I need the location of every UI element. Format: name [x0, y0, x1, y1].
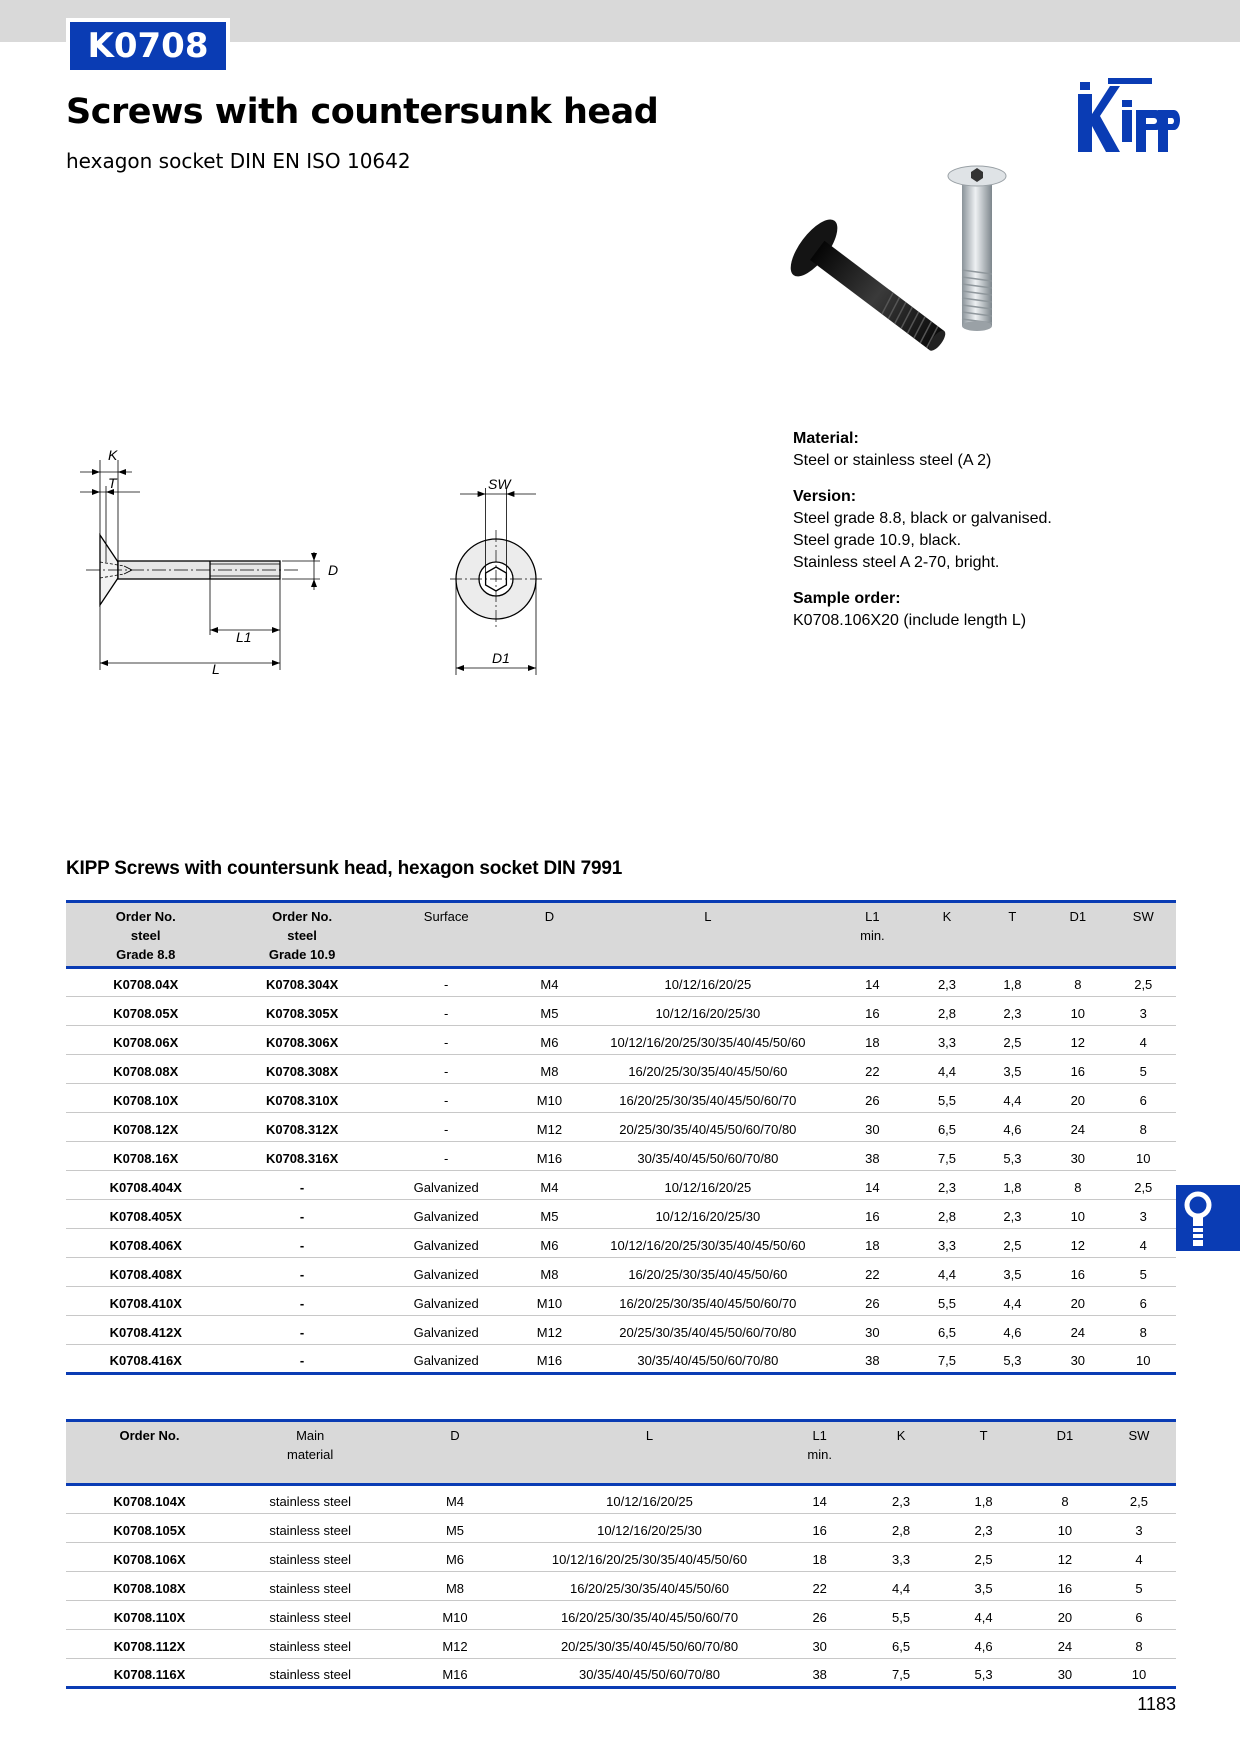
- table-cell: 38: [831, 1345, 915, 1374]
- col-d1: D1: [1045, 902, 1110, 968]
- table-cell: Galvanized: [379, 1229, 514, 1258]
- table-cell: -: [379, 997, 514, 1026]
- table-cell: 10/12/16/20/25/30: [523, 1514, 777, 1543]
- table-cell: 16/20/25/30/35/40/45/50/60: [585, 1055, 830, 1084]
- table-cell: 2,3: [939, 1514, 1028, 1543]
- col-d1: D1: [1028, 1421, 1102, 1485]
- steel-screws-table: [66, 900, 1176, 1375]
- specifications: [793, 428, 1193, 646]
- table-row: [66, 1200, 1176, 1229]
- table-cell: -: [225, 1287, 378, 1316]
- table-cell: -: [379, 1084, 514, 1113]
- table-cell: 5,5: [914, 1287, 979, 1316]
- table-cell: M4: [514, 1171, 586, 1200]
- col-k: K: [914, 902, 979, 968]
- dim-label-sw: SW: [488, 476, 511, 492]
- table-cell: 2,5: [980, 1229, 1045, 1258]
- table-row: [66, 1055, 1176, 1084]
- table-cell: 2,8: [863, 1514, 939, 1543]
- table-row: [66, 1514, 1176, 1543]
- table-cell: 6,5: [863, 1630, 939, 1659]
- table-cell: K0708.308X: [225, 1055, 378, 1084]
- version-line: Steel grade 8.8, black or galvanised.: [793, 510, 1052, 527]
- dim-label-d1: D1: [492, 650, 510, 666]
- table-cell: 2,8: [914, 1200, 979, 1229]
- table-cell: 6: [1111, 1287, 1176, 1316]
- table-cell: 2,5: [980, 1026, 1045, 1055]
- dim-label-l1: L1: [236, 629, 252, 645]
- table-cell: -: [379, 1026, 514, 1055]
- table-cell: 18: [776, 1543, 863, 1572]
- table-cell: 16: [1045, 1258, 1110, 1287]
- table-cell: K0708.12X: [66, 1113, 225, 1142]
- table-cell: 4,6: [939, 1630, 1028, 1659]
- screw-icon: [1176, 1185, 1240, 1251]
- table-cell: M5: [514, 997, 586, 1026]
- table-cell: 4,4: [939, 1601, 1028, 1630]
- table-cell: 6: [1102, 1601, 1176, 1630]
- table-cell: K0708.116X: [66, 1659, 233, 1688]
- table-cell: 30: [831, 1113, 915, 1142]
- col-sw: SW: [1111, 902, 1176, 968]
- table-cell: M12: [387, 1630, 522, 1659]
- table-cell: 4: [1102, 1543, 1176, 1572]
- table-row: [66, 1171, 1176, 1200]
- table-row: [66, 1113, 1176, 1142]
- table-cell: 2,3: [980, 997, 1045, 1026]
- col-order-grade109: Order No. steel Grade 10.9: [225, 902, 378, 968]
- table-cell: 6: [1111, 1084, 1176, 1113]
- table-cell: 1,8: [980, 968, 1045, 997]
- table-cell: stainless steel: [233, 1514, 387, 1543]
- product-code: K0708: [70, 22, 226, 70]
- dim-label-t: T: [108, 475, 117, 491]
- sample-order-heading: Sample order:: [793, 590, 901, 607]
- table-section-title: KIPP Screws with countersunk head, hexagon socket DIN 7991: [66, 858, 623, 879]
- table-cell: stainless steel: [233, 1572, 387, 1601]
- table-row: [66, 1572, 1176, 1601]
- table-row: [66, 1601, 1176, 1630]
- table-cell: 8: [1111, 1316, 1176, 1345]
- table-row: [66, 1026, 1176, 1055]
- table-cell: 16/20/25/30/35/40/45/50/60: [523, 1572, 777, 1601]
- table-cell: K0708.08X: [66, 1055, 225, 1084]
- table-row: [66, 1258, 1176, 1287]
- table-cell: 30: [1028, 1659, 1102, 1688]
- table-cell: stainless steel: [233, 1601, 387, 1630]
- material-heading: Material:: [793, 430, 859, 447]
- table-cell: 38: [831, 1142, 915, 1171]
- table-cell: M4: [387, 1485, 522, 1514]
- table-cell: 14: [776, 1485, 863, 1514]
- table-cell: M8: [514, 1258, 586, 1287]
- table-cell: 30: [776, 1630, 863, 1659]
- table-cell: 16/20/25/30/35/40/45/50/60/70: [585, 1287, 830, 1316]
- col-order-grade88: Order No. steel Grade 8.8: [66, 902, 225, 968]
- table-cell: M5: [514, 1200, 586, 1229]
- col-k: K: [863, 1421, 939, 1485]
- page-title: Screws with countersunk head: [66, 92, 659, 132]
- table-cell: -: [225, 1171, 378, 1200]
- product-code-badge: [66, 18, 230, 74]
- table-cell: 12: [1045, 1026, 1110, 1055]
- table-cell: 30: [1045, 1142, 1110, 1171]
- table-cell: 10/12/16/20/25/30: [585, 1200, 830, 1229]
- table-cell: M6: [387, 1543, 522, 1572]
- stainless-screw: [948, 166, 1006, 331]
- table-cell: 2,5: [939, 1543, 1028, 1572]
- table-cell: K0708.105X: [66, 1514, 233, 1543]
- table-cell: 12: [1045, 1229, 1110, 1258]
- table-cell: M12: [514, 1316, 586, 1345]
- table-cell: M8: [514, 1055, 586, 1084]
- table-cell: 20/25/30/35/40/45/50/60/70/80: [523, 1630, 777, 1659]
- table-cell: stainless steel: [233, 1543, 387, 1572]
- table-cell: 10/12/16/20/25: [585, 968, 830, 997]
- table-cell: 2,8: [914, 997, 979, 1026]
- table-cell: 8: [1111, 1113, 1176, 1142]
- side-view-drawing: [70, 440, 390, 690]
- table-cell: M8: [387, 1572, 522, 1601]
- table-cell: K0708.408X: [66, 1258, 225, 1287]
- table-cell: Galvanized: [379, 1345, 514, 1374]
- table-cell: Galvanized: [379, 1316, 514, 1345]
- table-cell: 2,3: [914, 968, 979, 997]
- table-cell: Galvanized: [379, 1287, 514, 1316]
- table-cell: 20: [1028, 1601, 1102, 1630]
- table-cell: 8: [1028, 1485, 1102, 1514]
- table-cell: 1,8: [939, 1485, 1028, 1514]
- table-cell: 5,3: [939, 1659, 1028, 1688]
- col-order: Order No.: [66, 1421, 233, 1485]
- table-cell: K0708.306X: [225, 1026, 378, 1055]
- table-cell: 10/12/16/20/25: [585, 1171, 830, 1200]
- table-row: [66, 1485, 1176, 1514]
- table-cell: K0708.310X: [225, 1084, 378, 1113]
- table-cell: 24: [1045, 1113, 1110, 1142]
- table-cell: 2,5: [1102, 1485, 1176, 1514]
- black-screw: [782, 212, 961, 370]
- table-row: [66, 1345, 1176, 1374]
- table-cell: -: [225, 1316, 378, 1345]
- table-cell: K0708.16X: [66, 1142, 225, 1171]
- table-cell: stainless steel: [233, 1630, 387, 1659]
- material-text: Steel or stainless steel (A 2): [793, 452, 992, 469]
- table-cell: stainless steel: [233, 1485, 387, 1514]
- table-cell: K0708.108X: [66, 1572, 233, 1601]
- table-cell: -: [225, 1258, 378, 1287]
- table-cell: M6: [514, 1229, 586, 1258]
- version-line: Steel grade 10.9, black.: [793, 532, 962, 549]
- table-cell: 3,5: [980, 1258, 1045, 1287]
- table-cell: 10/12/16/20/25/30/35/40/45/50/60: [523, 1543, 777, 1572]
- table-cell: 16/20/25/30/35/40/45/50/60/70: [585, 1084, 830, 1113]
- table-cell: 5,5: [914, 1084, 979, 1113]
- table-cell: 4,4: [980, 1084, 1045, 1113]
- table-cell: 10: [1045, 997, 1110, 1026]
- version-block: [793, 486, 1193, 574]
- dim-label-d: D: [328, 562, 339, 578]
- table-cell: 10: [1111, 1345, 1176, 1374]
- table-cell: 8: [1045, 968, 1110, 997]
- table-cell: K0708.05X: [66, 997, 225, 1026]
- table-cell: M16: [514, 1142, 586, 1171]
- table-cell: M10: [387, 1601, 522, 1630]
- table-cell: 26: [776, 1601, 863, 1630]
- table-cell: M16: [514, 1345, 586, 1374]
- col-d: D: [514, 902, 586, 968]
- table-cell: 10: [1111, 1142, 1176, 1171]
- table-cell: K0708.04X: [66, 968, 225, 997]
- table-cell: K0708.305X: [225, 997, 378, 1026]
- table-cell: -: [225, 1345, 378, 1374]
- col-d: D: [387, 1421, 522, 1485]
- table-cell: 3: [1111, 1200, 1176, 1229]
- table-cell: 24: [1028, 1630, 1102, 1659]
- table-cell: 16/20/25/30/35/40/45/50/60/70: [523, 1601, 777, 1630]
- table-cell: K0708.312X: [225, 1113, 378, 1142]
- table-cell: 8: [1102, 1630, 1176, 1659]
- table-cell: 2,3: [863, 1485, 939, 1514]
- table-cell: 30/35/40/45/50/60/70/80: [585, 1345, 830, 1374]
- table-cell: 5: [1102, 1572, 1176, 1601]
- col-sw: SW: [1102, 1421, 1176, 1485]
- table-cell: 2,3: [980, 1200, 1045, 1229]
- table-cell: 4,4: [980, 1287, 1045, 1316]
- table-cell: 20: [1045, 1287, 1110, 1316]
- table-cell: 22: [776, 1572, 863, 1601]
- table-cell: K0708.10X: [66, 1084, 225, 1113]
- table-cell: 10/12/16/20/25: [523, 1485, 777, 1514]
- table-cell: 10: [1028, 1514, 1102, 1543]
- table-cell: 4,4: [863, 1572, 939, 1601]
- table-cell: 20/25/30/35/40/45/50/60/70/80: [585, 1113, 830, 1142]
- table-cell: M6: [514, 1026, 586, 1055]
- category-tab: [1176, 1185, 1240, 1251]
- table-cell: K0708.104X: [66, 1485, 233, 1514]
- table-cell: K0708.412X: [66, 1316, 225, 1345]
- col-surface: Surface: [379, 902, 514, 968]
- table-cell: 16: [1028, 1572, 1102, 1601]
- table-cell: Galvanized: [379, 1171, 514, 1200]
- table-cell: M16: [387, 1659, 522, 1688]
- table-cell: 4: [1111, 1026, 1176, 1055]
- product-photo: [780, 160, 1040, 410]
- table-cell: 20/25/30/35/40/45/50/60/70/80: [585, 1316, 830, 1345]
- table-cell: 7,5: [914, 1142, 979, 1171]
- table-cell: K0708.304X: [225, 968, 378, 997]
- table-cell: -: [379, 968, 514, 997]
- table-cell: 6,5: [914, 1316, 979, 1345]
- stainless-screws-table: [66, 1419, 1176, 1689]
- table-cell: -: [225, 1229, 378, 1258]
- table-cell: K0708.406X: [66, 1229, 225, 1258]
- table-cell: 16: [776, 1514, 863, 1543]
- table-cell: 16: [831, 1200, 915, 1229]
- table-cell: M12: [514, 1113, 586, 1142]
- table-cell: 30/35/40/45/50/60/70/80: [585, 1142, 830, 1171]
- table-cell: K0708.112X: [66, 1630, 233, 1659]
- table-row: [66, 1543, 1176, 1572]
- table-cell: 6,5: [914, 1113, 979, 1142]
- table-row: [66, 1229, 1176, 1258]
- sample-order-block: [793, 588, 1193, 632]
- table-cell: 16/20/25/30/35/40/45/50/60: [585, 1258, 830, 1287]
- table-cell: Galvanized: [379, 1258, 514, 1287]
- table-row: [66, 997, 1176, 1026]
- table-cell: 3,5: [939, 1572, 1028, 1601]
- table-cell: -: [379, 1113, 514, 1142]
- table-cell: 3: [1111, 997, 1176, 1026]
- col-l1: L1 min.: [831, 902, 915, 968]
- table-cell: 3,5: [980, 1055, 1045, 1084]
- table-cell: 3,3: [914, 1026, 979, 1055]
- table-cell: 7,5: [863, 1659, 939, 1688]
- table-cell: Galvanized: [379, 1200, 514, 1229]
- table-cell: 18: [831, 1026, 915, 1055]
- table-cell: 4,6: [980, 1113, 1045, 1142]
- table-cell: 4: [1111, 1229, 1176, 1258]
- table-cell: -: [379, 1142, 514, 1171]
- table-header-row: [66, 902, 1176, 968]
- table-cell: 16: [831, 997, 915, 1026]
- version-heading: Version:: [793, 488, 857, 505]
- table-cell: 4,6: [980, 1316, 1045, 1345]
- table-cell: 26: [831, 1287, 915, 1316]
- table-cell: 10: [1102, 1659, 1176, 1688]
- table-cell: M5: [387, 1514, 522, 1543]
- table-cell: 2,5: [1111, 968, 1176, 997]
- table-cell: K0708.410X: [66, 1287, 225, 1316]
- table-row: [66, 968, 1176, 997]
- table-cell: stainless steel: [233, 1659, 387, 1688]
- table-header-row: [66, 1421, 1176, 1485]
- table-cell: 38: [776, 1659, 863, 1688]
- table-cell: K0708.110X: [66, 1601, 233, 1630]
- page-subtitle: hexagon socket DIN EN ISO 10642: [66, 149, 411, 173]
- table-cell: 16: [1045, 1055, 1110, 1084]
- table-cell: 30: [1045, 1345, 1110, 1374]
- table-cell: 5: [1111, 1258, 1176, 1287]
- table-cell: 20: [1045, 1084, 1110, 1113]
- table-cell: 5,5: [863, 1601, 939, 1630]
- table-cell: -: [379, 1055, 514, 1084]
- table-cell: 24: [1045, 1316, 1110, 1345]
- kipp-logo-icon: [1068, 72, 1180, 160]
- table-cell: 4,4: [914, 1258, 979, 1287]
- table-cell: 7,5: [914, 1345, 979, 1374]
- table-cell: 3,3: [914, 1229, 979, 1258]
- table-cell: K0708.316X: [225, 1142, 378, 1171]
- table-cell: K0708.405X: [66, 1200, 225, 1229]
- table-cell: 5,3: [980, 1345, 1045, 1374]
- table-cell: 2,5: [1111, 1171, 1176, 1200]
- col-t: T: [980, 902, 1045, 968]
- table-cell: K0708.416X: [66, 1345, 225, 1374]
- table-cell: 30/35/40/45/50/60/70/80: [523, 1659, 777, 1688]
- table-cell: 4,4: [914, 1055, 979, 1084]
- version-line: Stainless steel A 2-70, bright.: [793, 554, 1000, 571]
- page-number: 1183: [1137, 1694, 1176, 1714]
- table-row: [66, 1287, 1176, 1316]
- col-l1: L1 min.: [776, 1421, 863, 1485]
- table-cell: K0708.106X: [66, 1543, 233, 1572]
- sample-order-text: K0708.106X20 (include length L): [793, 612, 1027, 629]
- table-cell: M10: [514, 1287, 586, 1316]
- table-cell: 22: [831, 1055, 915, 1084]
- table-cell: 10/12/16/20/25/30/35/40/45/50/60: [585, 1229, 830, 1258]
- table-row: [66, 1630, 1176, 1659]
- table-cell: K0708.06X: [66, 1026, 225, 1055]
- top-view-drawing: [440, 470, 570, 690]
- table-cell: 14: [831, 1171, 915, 1200]
- table-cell: -: [225, 1200, 378, 1229]
- table-row: [66, 1316, 1176, 1345]
- table-cell: 3,3: [863, 1543, 939, 1572]
- dim-label-k: K: [108, 447, 118, 463]
- table-cell: 22: [831, 1258, 915, 1287]
- col-l: L: [585, 902, 830, 968]
- table-cell: 5,3: [980, 1142, 1045, 1171]
- table-cell: K0708.404X: [66, 1171, 225, 1200]
- table-cell: 2,3: [914, 1171, 979, 1200]
- table-cell: 30: [831, 1316, 915, 1345]
- col-t: T: [939, 1421, 1028, 1485]
- table-cell: 1,8: [980, 1171, 1045, 1200]
- material-block: [793, 428, 1193, 472]
- table-row: [66, 1084, 1176, 1113]
- table-cell: 12: [1028, 1543, 1102, 1572]
- col-l: L: [523, 1421, 777, 1485]
- table-cell: 5: [1111, 1055, 1176, 1084]
- table-cell: 10/12/16/20/25/30: [585, 997, 830, 1026]
- table-cell: 14: [831, 968, 915, 997]
- table-cell: 26: [831, 1084, 915, 1113]
- table-cell: 18: [831, 1229, 915, 1258]
- table-cell: M4: [514, 968, 586, 997]
- table-cell: 10/12/16/20/25/30/35/40/45/50/60: [585, 1026, 830, 1055]
- table-cell: 3: [1102, 1514, 1176, 1543]
- table-row: [66, 1142, 1176, 1171]
- dim-label-l: L: [212, 661, 220, 677]
- table-cell: 10: [1045, 1200, 1110, 1229]
- table-row: [66, 1659, 1176, 1688]
- col-main-material: Main material: [233, 1421, 387, 1485]
- table-cell: 8: [1045, 1171, 1110, 1200]
- table-cell: M10: [514, 1084, 586, 1113]
